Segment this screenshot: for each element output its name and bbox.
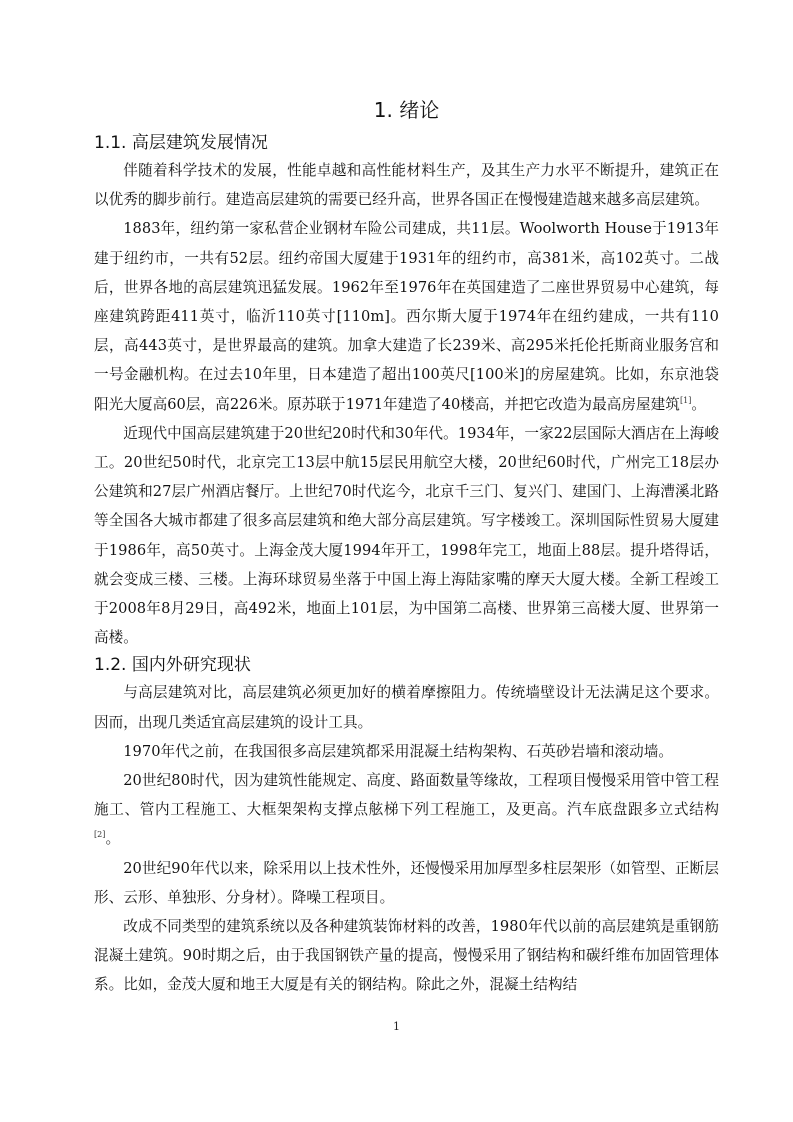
paragraph-text: 与高层建筑对比，高层建筑必须更加好的横着摩擦阻力。传统墙壁设计无法满足这个要求。因而，出现几类适宜高层建筑的设计工具。 [94,684,719,731]
paragraph [94,419,719,653]
section-title: 1.2. 国内外研究现状 [94,655,251,676]
paragraph-text: 20世纪90年代以来，除采用以上技术性外，还慢慢采用加厚型多柱层架形（如管型、正断层形、云形、单独形、分身材）。降噪工程项目。 [94,859,719,906]
section-title: 1.1. 高层建筑发展情况 [94,133,268,153]
paragraph-text: 改成不同类型的建筑系统以及各种建筑装饰材料的改善，1980年代以前的高层建筑是重钢筋混凝土建筑。90时期之后，由于我国钢铁产量的提高，慢慢采用了钢结构和碳纤维布加固管理体系。比如，金茂大厦和地王大厦是有关的钢结构。除此之外，混凝土结构结 [94,918,719,994]
paragraph-text: 近现代中国高层建筑建于20世纪20时代和30年代。1934年，一家22层国际大酒店在上海峻工。20世纪50时代，北京完工13层中航15层民用航空大楼，20世纪60时代，广州完工18层办公建筑和27层广州酒店餐厅。上世纪70时代迄今，北京千三门、复兴门、建国门、上海漕溪北路等全国各大城市都建了很多高层建筑和绝大部分高层建筑。写字楼竣工。深圳国际性贸易大厦建于1986年，高50英寸。上海金茂大厦1994年开工，1998年完工，地面上88层。提升塔得话，就会变成三楼、三楼。上海环球贸易坐落于中国上海上海陆家嘴的摩天大厦大楼。全新工程竣工于2008年8月29日，高492米，地面上101层，为中国第二高楼、世界第三高楼大厦、世界第一高楼。 [94,424,719,647]
paragraph-tail: 。 [691,395,707,413]
citation-marker: [1] [679,395,692,405]
page-number: 1 [393,1020,400,1033]
paragraph-text: 1970年代之前，在我国很多高层建筑都采用混凝土结构架构、石英砂岩墙和滚动墙。 [123,742,674,760]
paragraph-tail: 。 [105,830,121,848]
paragraph-text: 伴随着科学技术的发展，性能卓越和高性能材料生产，及其生产力水平不断提升，建筑正在以优秀的脚步前行。建造高层建筑的需要已经升高，世界各国正在慢慢建造越来越多高层建筑。 [94,162,719,209]
paragraph [94,766,719,854]
paragraph [94,214,719,418]
citation-marker: [2] [94,830,106,840]
page-content [94,96,719,1000]
paragraph [94,912,719,1000]
chapter-title: 1. 绪论 [373,98,440,122]
paragraph [94,678,719,736]
paragraph-text: 1883年，纽约第一家私营企业钢材车险公司建成，共11层。Woolworth House于1913年建于纽约市，一共有52层。纽约帝国大厦建于1931年的纽约市，高381米，高102英寸。二战后，世界各地的高层建筑迅猛发展。1962年至1976年在英国建造了二座世界贸易中心建筑，每座建筑跨距411英寸，临沂110英寸[110m]。西尔斯大厦于1974年在纽约建成，一共有110层，高443英寸，是世界最高的建筑。加拿大建造了长239米、高295米托伦托斯商业服务宫和一号金融机构。在过去10年里，日本建造了超出100英尺[100米]的房屋建筑。比如，东京池袋阳光大厦高60层，高226米。原苏联于1971年建造了40楼高，并把它改造为最高房屋建筑 [94,220,719,413]
paragraph [94,156,719,214]
paragraph [94,854,719,912]
paragraph [94,737,719,766]
paragraph-text: 20世纪80时代，因为建筑性能规定、高度、路面数量等缘故，工程项目慢慢采用管中管工程施工、管内工程施工、大框架架构支撑点舷梯下列工程施工，及更高。汽车底盘跟多立式结构 [94,772,719,819]
